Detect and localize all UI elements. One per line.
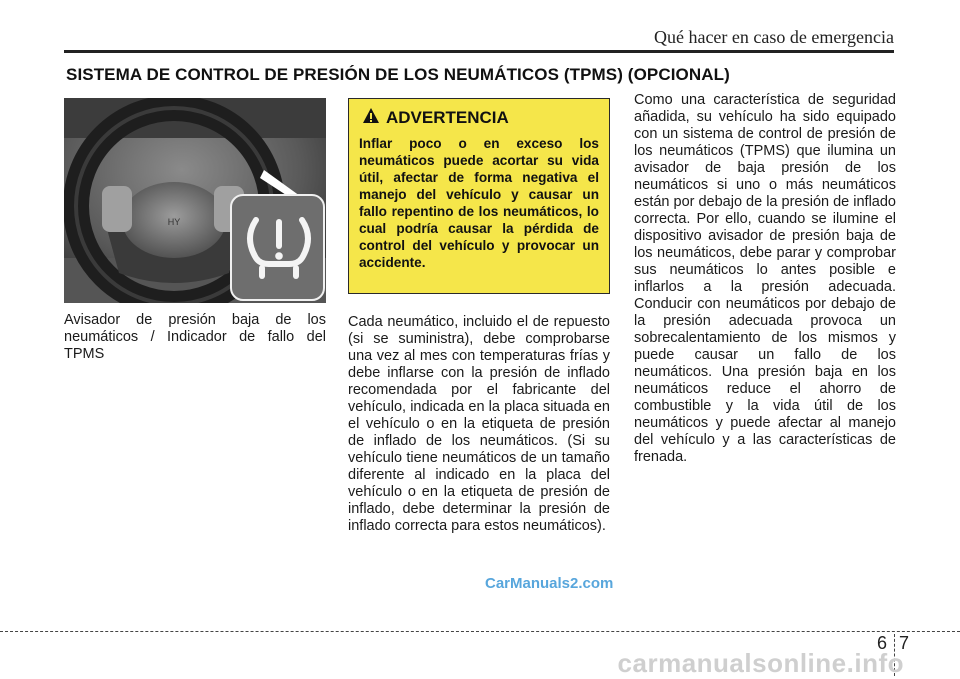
footer-rule	[0, 631, 960, 632]
warning-header	[362, 107, 599, 129]
warning-title: ADVERTENCIA	[386, 108, 509, 127]
section-number: 6	[877, 633, 888, 653]
body-paragraph-right: Como una característica de seguridad añadida, su vehículo ha sido equipado con un sistema de control de presión de los neumáticos (TPMS) que ilumina un avisador de baja presión de los neumáticos si uno o más neumáticos están por debajo de la presión de inflado correcta. Por ello, cuando se ilumine el dispositivo avisador de presión baja de los neumáticos, debe parar y comprobar sus neumáticos lo antes posible e inflarlos a la presión adecuada. Conducir con neumáticos por debajo de la presión adecuada provoca un sobrecalentamiento de los mismos y puede causar un fallo de los neumáticos. Una presión baja en los neumáticos reduce el ahorro de combustible y la vida útil de los neumáticos y puede afectar al manejo del vehículo y a las características de frenada.	[634, 92, 896, 465]
watermark-link[interactable]: CarManuals2.com	[485, 575, 614, 592]
chapter-title: Qué hacer en caso de emergencia	[653, 27, 894, 47]
header-rule	[64, 50, 894, 53]
page-number: 7	[899, 633, 910, 653]
body-paragraph-middle: Cada neumático, incluido el de repuesto (si se suministra), debe comprobarse una vez al mes con temperaturas frías y debe inflarse con la presión de inflado recomendada por el fabricante del vehículo, indicada en la placa situada en el vehículo o en la etiqueta de presión de inflado de los neumáticos. (Si su vehículo tiene neumáticos de un tamaño diferente al indicado en la placa del vehículo o en la etiqueta de presión de inflado, debe determinar la presión de inflado correcta para estos neumáticos).	[348, 314, 610, 534]
bottom-watermark: carmanualsonline.info	[617, 648, 904, 678]
dashboard-photo	[64, 98, 326, 303]
warning-box	[348, 98, 610, 294]
figure-caption: Avisador de presión baja de los neumáticos / Indicador de fallo del TPMS	[64, 312, 326, 362]
section-title: SISTEMA DE CONTROL DE PRESIÓN DE LOS NEUMÁTICOS (TPMS) (OPCIONAL)	[66, 65, 730, 84]
warning-text: Inflar poco o en exceso los neumáticos puede acortar su vida útil, afectar de forma negativa el manejo del vehículo y causar un fallo repentino de los neumáticos, lo cual podría causar la pérdida de control del vehículo y provocar un accidente.	[359, 136, 599, 270]
svg-text:HY: HY	[167, 217, 181, 227]
warning-triangle-icon	[362, 107, 380, 129]
